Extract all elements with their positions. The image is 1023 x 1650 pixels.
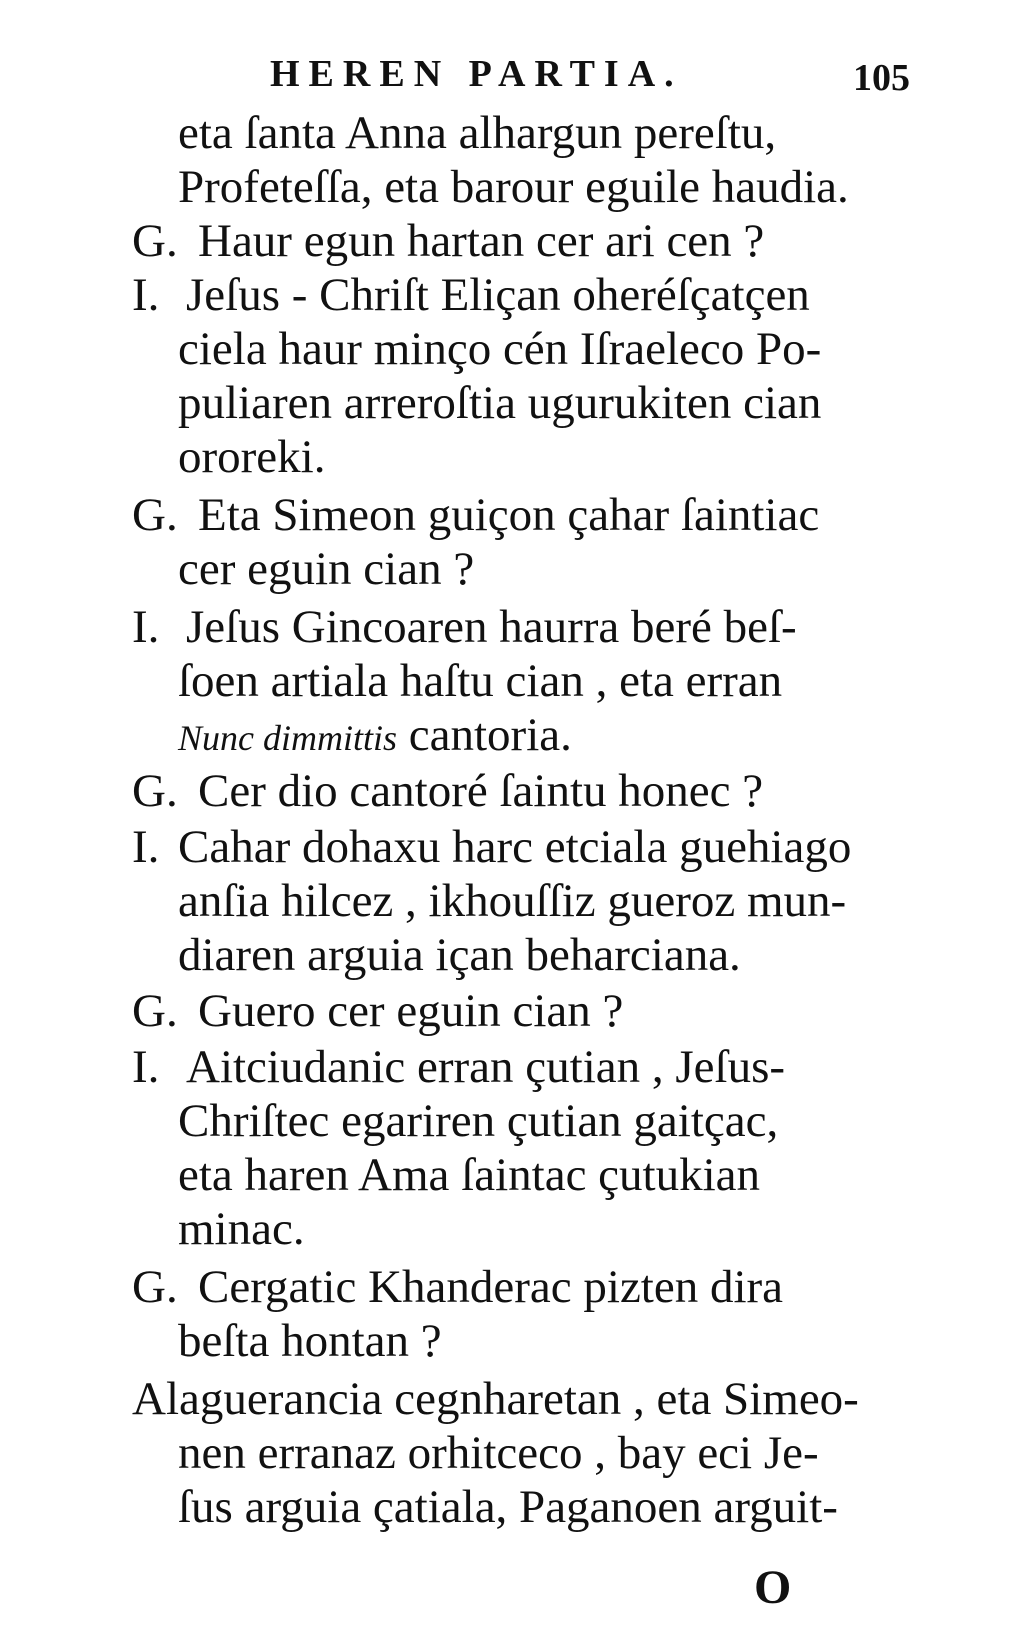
catchword: O [754, 1561, 792, 1614]
text-line: Alaguerancia cegnharetan , eta Simeo- [132, 1373, 859, 1425]
text-line: Jeſus Gincoaren haurra beré beſ- [186, 601, 797, 653]
latin-phrase: Nunc dimmittis [178, 718, 398, 758]
text-line: beſta hontan ? [178, 1315, 442, 1367]
text-line: Profeteſſa, eta barour eguile haudia. [178, 161, 849, 213]
text-line: eta ſanta Anna alhargun pereſtu, [178, 107, 777, 159]
text-line: Cergatic Khanderac pizten dira [198, 1261, 784, 1313]
speaker-marker: I. [132, 821, 160, 873]
text-line: Aitciudanic erran çutian , Jeſus- [186, 1041, 786, 1093]
speaker-marker: G. [132, 215, 178, 267]
speaker-marker: I. [132, 269, 160, 321]
text-line: eta haren Ama ſaintac çutukian [178, 1149, 761, 1201]
text-line: Eta Simeon guiçon çahar ſaintiac [198, 489, 820, 541]
text-line: minac. [178, 1203, 305, 1255]
text-line: Jeſus - Chriſt Eliçan oheréſçatçen [186, 269, 810, 321]
text-line: ſoen artiala haſtu cian , eta erran [178, 655, 783, 707]
text-line: cer eguin cian ? [178, 543, 475, 595]
text-line [178, 706, 572, 764]
text-line: ſus arguia çatiala, Paganoen arguit- [178, 1481, 838, 1533]
text-fragment: cantoria. [397, 709, 572, 761]
text-line: Cer dio cantoré ſaintu honec ? [198, 765, 764, 817]
text-line: anſia hilcez , ikhouſſiz gueroz mun- [178, 875, 847, 927]
text-line: puliaren arreroſtia ugurukiten cian [178, 377, 822, 429]
speaker-marker: G. [132, 985, 178, 1037]
page-number: 105 [853, 57, 910, 99]
speaker-marker: G. [132, 765, 178, 817]
text-line: Chriſtec egariren çutian gaitçac, [178, 1095, 779, 1147]
speaker-marker: I. [132, 1041, 160, 1093]
speaker-marker: G. [132, 489, 178, 541]
running-title: HEREN PARTIA. [270, 53, 683, 95]
text-line: Cahar dohaxu harc etciala guehiago [178, 821, 852, 873]
text-line: Haur egun hartan cer ari cen ? [198, 215, 765, 267]
text-line: ciela haur minço cén Iſraeleco Po- [178, 323, 822, 375]
text-line: diaren arguia içan beharciana. [178, 929, 741, 981]
text-line: Guero cer eguin cian ? [198, 985, 624, 1037]
text-line: nen erranaz orhitceco , bay eci Je- [178, 1427, 819, 1479]
speaker-marker: I. [132, 601, 160, 653]
running-head [270, 52, 910, 108]
text-line: ororeki. [178, 431, 326, 483]
speaker-marker: G. [132, 1261, 178, 1313]
